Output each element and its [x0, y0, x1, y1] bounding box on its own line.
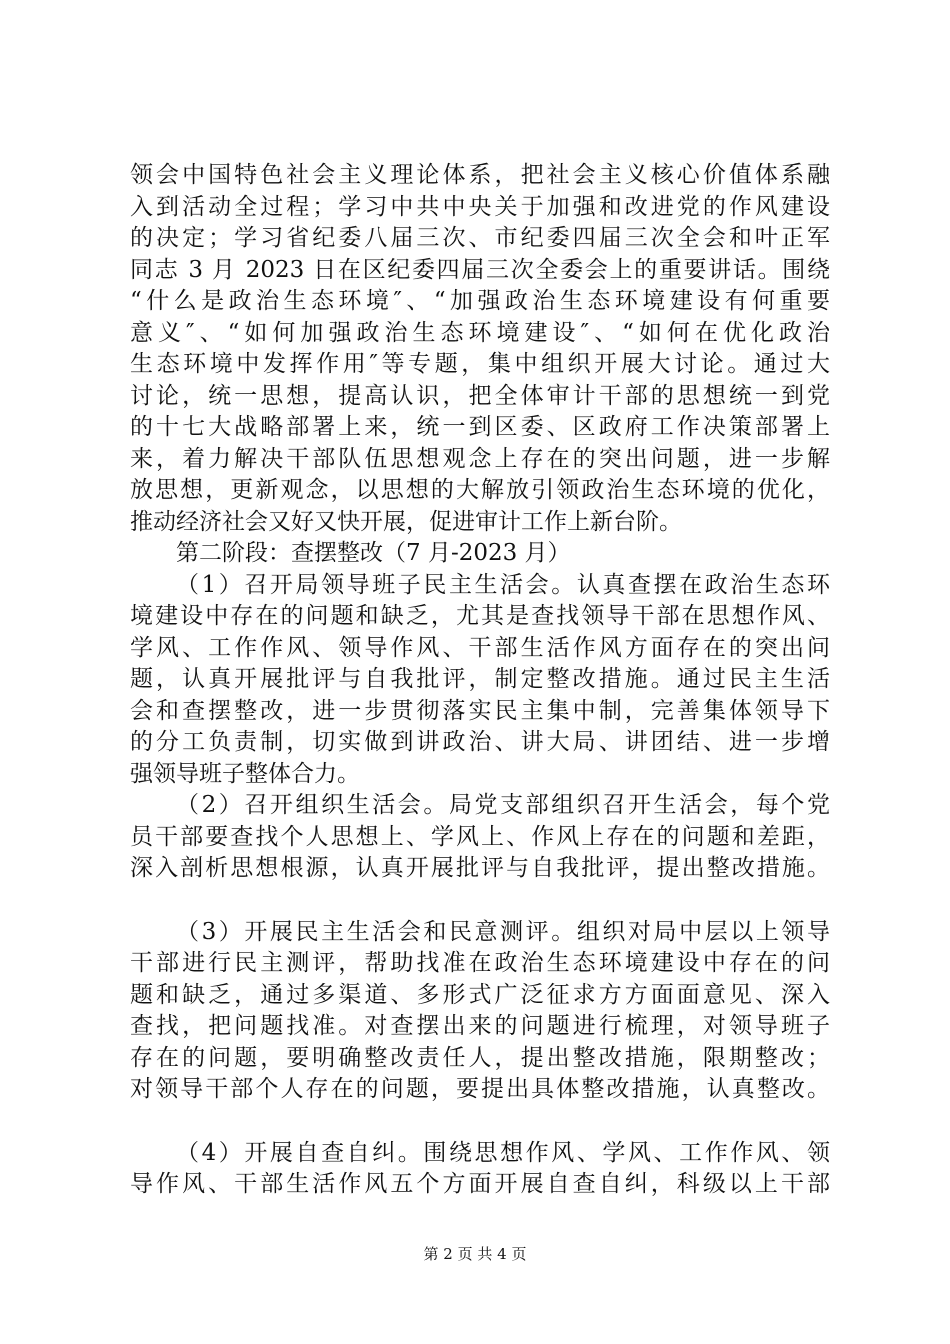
text-line: 导作风、干部生活作风五个方面开展自查自纠，科级以上干部: [130, 1171, 830, 1197]
section-heading-stage-two: [130, 538, 830, 570]
text-line: 讨论，统一思想，提高认识，把全体审计干部的思想统一到党: [130, 382, 830, 409]
text-line: 的分工负责制，切实做到讲政治、讲大局、讲团结、进一步增: [130, 729, 830, 755]
text-line: 入到活动全过程；学习中共中央关于加强和改进党的作风建设: [130, 193, 830, 220]
text-line: 干部进行民主测评，帮助找准在政治生态环境建设中存在的问: [130, 950, 830, 976]
document-body: [130, 160, 830, 1201]
text-line: 的决定；学习省纪委八届三次、市纪委四届三次全会和叶正军: [130, 225, 830, 251]
text-line: 员干部要查找个人思想上、学风上、作风上存在的问题和差距，: [130, 823, 830, 850]
text-line: 题和缺乏，通过多渠道、多形式广泛征求方方面面意见、深入: [130, 981, 830, 1008]
text-line: （1）召开局领导班子民主生活会。认真查摆在政治生态环: [176, 571, 830, 598]
paragraph-gap: [130, 885, 830, 917]
text-line: 深入剖析思想根源，认真开展批评与自我批评，提出整改措施。: [130, 855, 830, 881]
section-heading: 第二阶段：查摆整改（7 月-2023 月）: [176, 540, 571, 566]
paragraph-gap: [130, 1106, 830, 1138]
text-line: 来，着力解决干部队伍思想观念上存在的突出问题，进一步解: [130, 445, 830, 472]
text-line: 领会中国特色社会主义理论体系，把社会主义核心价值体系融: [130, 162, 830, 188]
text-line: 生态环境中发挥作用″等专题，集中组织开展大讨论。通过大: [130, 351, 830, 377]
text-line: 存在的问题，要明确整改责任人，提出整改措施，限期整改；: [130, 1044, 830, 1071]
text-line: 对领导干部个人存在的问题，要提出具体整改措施，认真整改。: [130, 1076, 830, 1102]
text-line: 学风、工作作风、领导作风、干部生活作风方面存在的突出问: [130, 634, 830, 661]
text-line: 查找，把问题找准。对查摆出来的问题进行梳理，对领导班子: [130, 1013, 830, 1039]
paragraph-item-3: [130, 917, 830, 1106]
text-line: 境建设中存在的问题和缺乏，尤其是查找领导干部在思想作风、: [130, 603, 830, 629]
paragraph-item-2: [130, 790, 830, 885]
text-line: 推动经济社会又好又快开展，促进审计工作上新台阶。: [130, 508, 682, 535]
text-line: （2）召开组织生活会。局党支部组织召开生活会，每个党: [176, 792, 830, 818]
text-line: 会和查摆整改，进一步贯彻落实民主集中制，完善集体领导下: [130, 697, 830, 724]
text-line: 意义″、“如何加强政治生态环境建设″、“如何在优化政治: [130, 319, 830, 346]
paragraph-study-content: [130, 160, 830, 538]
text-line: （3）开展民主生活会和民意测评。组织对局中层以上领导: [176, 918, 830, 945]
text-line: 题，认真开展批评与自我批评，制定整改措施。通过民主生活: [130, 666, 830, 692]
text-line: 放思想，更新观念，以思想的大解放引领政治生态环境的优化，: [130, 477, 830, 503]
text-line: 的十七大战略部署上来，统一到区委、区政府工作决策部署上: [130, 414, 830, 440]
text-line: （4）开展自查自纠。围绕思想作风、学风、工作作风、领: [176, 1139, 830, 1166]
paragraph-item-4: [130, 1138, 830, 1201]
page-footer: 第 2 页 共 4 页: [423, 1245, 527, 1263]
text-line: 强领导班子整体合力。: [130, 760, 360, 787]
text-line: “什么是政治生态环境″、“加强政治生态环境建设有何重要: [130, 288, 830, 314]
text-line: 同志 3 月 2023 日在区纪委四届三次全委会上的重要讲话。围绕: [130, 256, 830, 283]
paragraph-item-1: [130, 570, 830, 791]
